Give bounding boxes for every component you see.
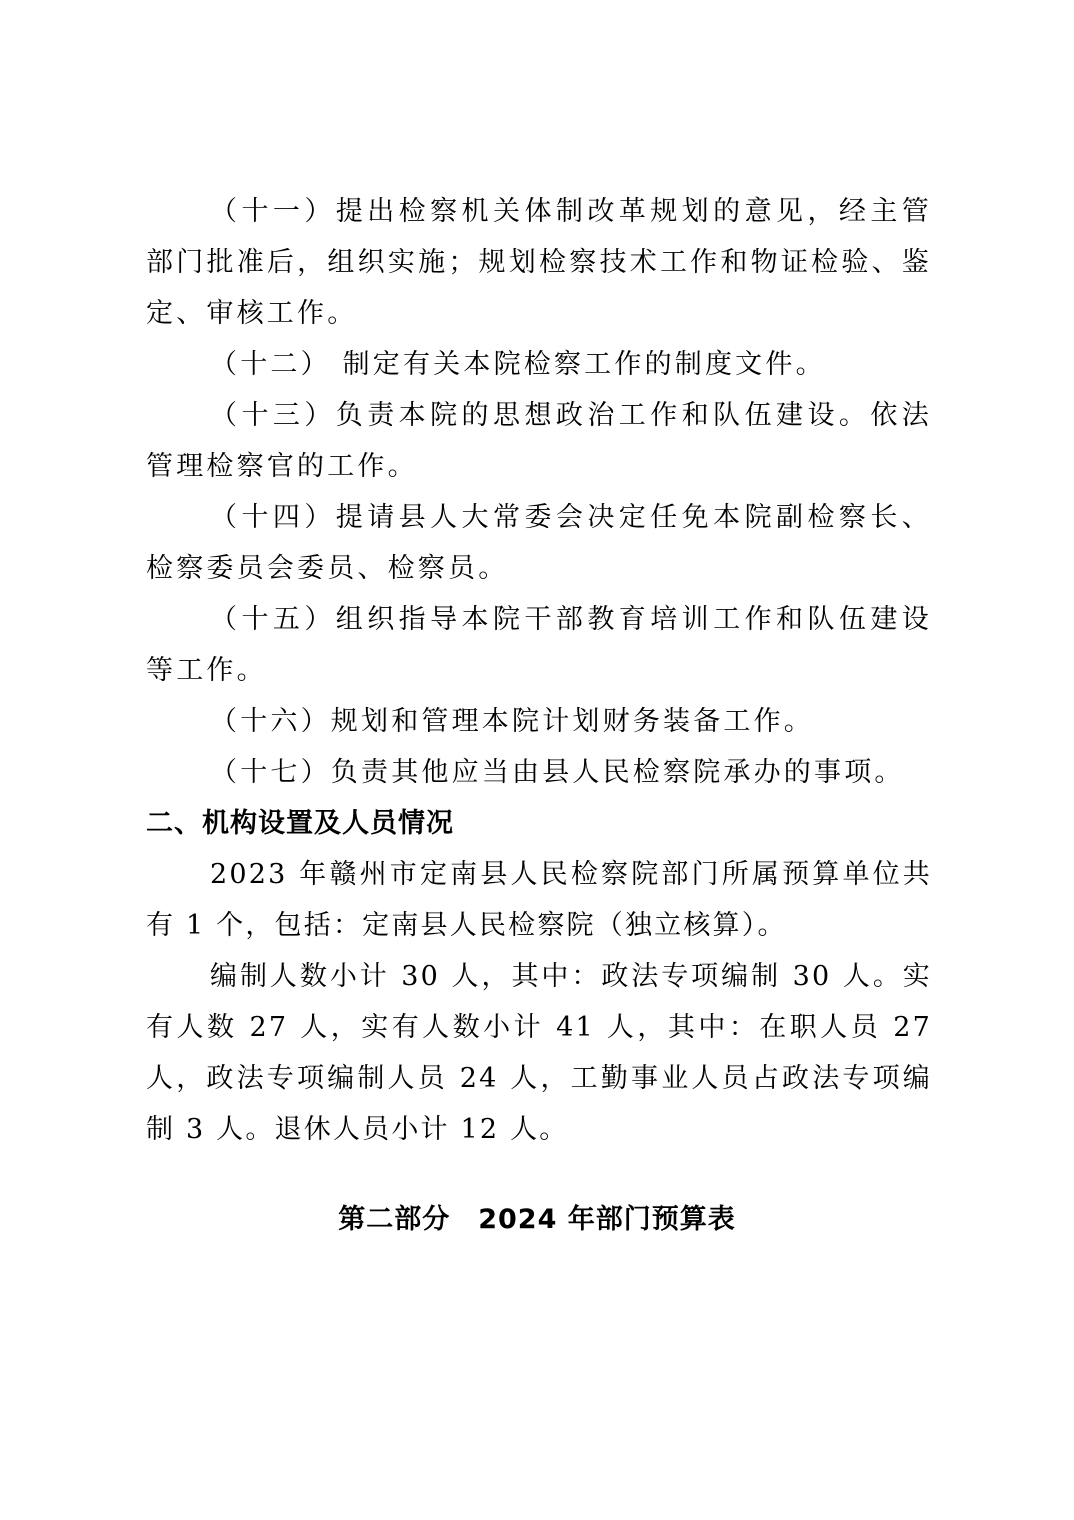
document-body xyxy=(146,186,932,1155)
paragraph-budget-units: 2023 年赣州市定南县人民检察院部门所属预算单位共有 1 个，包括：定南县人民检察院（独立核算）。 xyxy=(146,859,932,941)
paragraph-item-13: （十三）负责本院的思想政治工作和队伍建设。依法管理检察官的工作。 xyxy=(146,400,932,482)
paragraph-item-15: （十五）组织指导本院干部教育培训工作和队伍建设等工作。 xyxy=(146,604,932,686)
section-heading: 二、机构设置及人员情况 xyxy=(146,808,454,839)
paragraph-item-12: （十二） 制定有关本院检察工作的制度文件。 xyxy=(210,349,826,380)
paragraph-item-11: （十一）提出检察机关体制改革规划的意见，经主管部门批准后，组织实施；规划检察技术工作和物证检验、鉴定、审核工作。 xyxy=(146,196,932,329)
part-title: 第二部分 2024 年部门预算表 xyxy=(338,1204,736,1235)
paragraph-item-17: （十七）负责其他应当由县人民检察院承办的事项。 xyxy=(210,757,905,788)
paragraph-staffing: 编制人数小计 30 人，其中：政法专项编制 30 人。实有人数 27 人，实有人数小计 41 人，其中：在职人员 27 人，政法专项编制人员 24 人，工勤事业人员占政法专项编制 3 人。退休人员小计 12 人。 xyxy=(146,961,932,1145)
paragraph-item-14: （十四）提请县人大常委会决定任免本院副检察长、检察委员会委员、检察员。 xyxy=(146,502,932,584)
paragraph-item-16: （十六）规划和管理本院计划财务装备工作。 xyxy=(210,706,814,737)
